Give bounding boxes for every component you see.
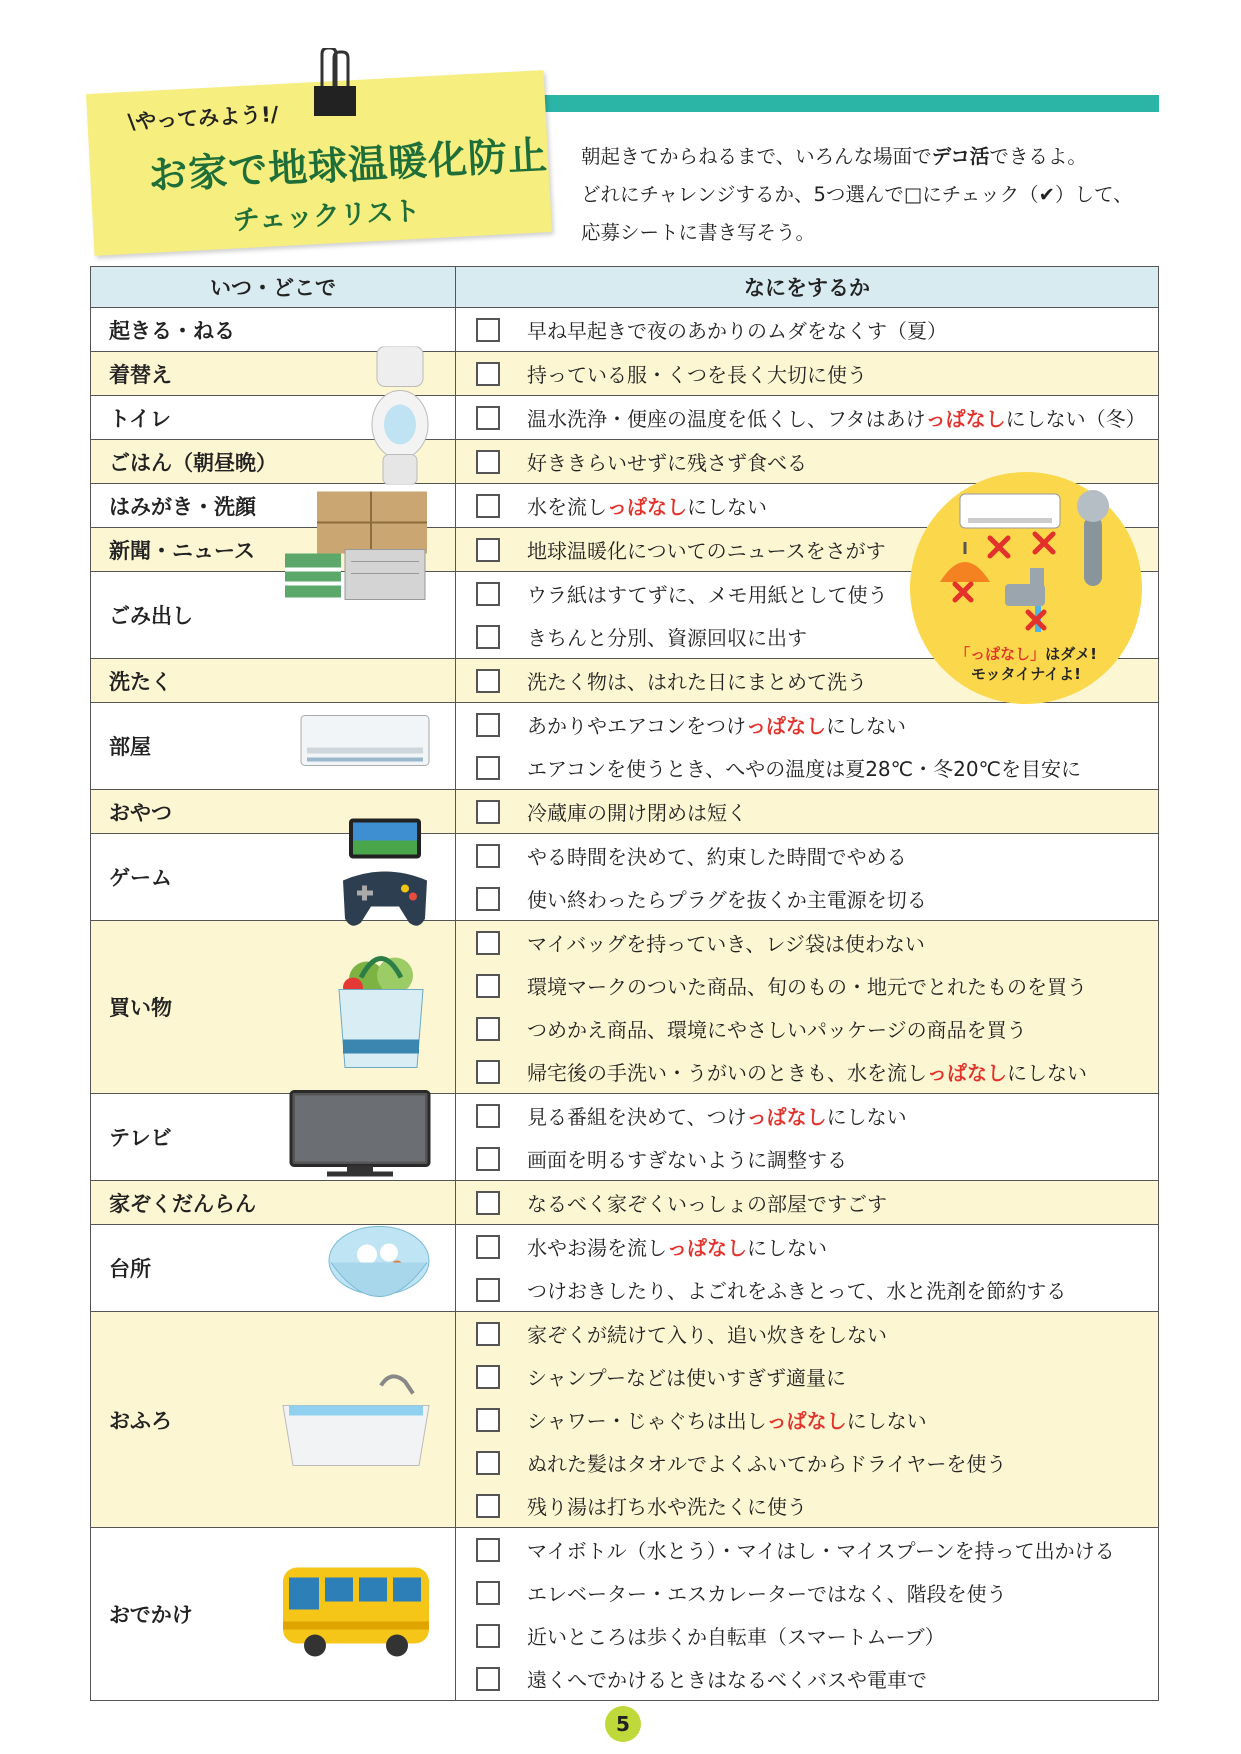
checklist-item bbox=[456, 834, 1158, 877]
page-title: お家で地球温暖化防止 bbox=[147, 133, 550, 199]
item-checkbox[interactable] bbox=[476, 538, 500, 562]
wasteful-warning-callout bbox=[910, 472, 1142, 704]
item-checkbox[interactable] bbox=[476, 1624, 500, 1648]
table-row bbox=[91, 1181, 1159, 1225]
item-checkbox[interactable] bbox=[476, 1408, 500, 1432]
item-checkbox[interactable] bbox=[476, 582, 500, 606]
checklist-item bbox=[456, 1441, 1158, 1484]
item-text: 環境マークのついた商品、旬のもの・地元でとれたものを買う bbox=[527, 975, 1087, 999]
table-row bbox=[91, 396, 1159, 440]
item-text: 残り湯は打ち水や洗たくに使う bbox=[527, 1495, 807, 1519]
row-label: おでかけ bbox=[109, 1603, 193, 1627]
table-row bbox=[91, 352, 1159, 396]
table-row bbox=[91, 1225, 1159, 1312]
item-checkbox[interactable] bbox=[476, 1017, 500, 1041]
item-text: やる時間を決めて、約束した時間でやめる bbox=[527, 845, 907, 869]
page-number: 5 bbox=[605, 1706, 641, 1742]
table-row bbox=[91, 834, 1159, 921]
item-text: つけおきしたり、よごれをふきとって、水と洗剤を節約する bbox=[527, 1279, 1067, 1303]
action-cell bbox=[456, 1094, 1159, 1181]
item-text: 地球温暖化についてのニュースをさがす bbox=[527, 539, 886, 563]
action-cell bbox=[456, 1312, 1159, 1528]
item-checkbox[interactable] bbox=[476, 669, 500, 693]
item-text: マイボトル（水とう）・マイはし・マイスプーンを持って出かける bbox=[527, 1539, 1115, 1563]
checklist-item bbox=[456, 1007, 1158, 1050]
washing-bowl-illustration-icon bbox=[327, 1221, 431, 1316]
checklist-item bbox=[456, 1312, 1158, 1355]
item-text: 水やお湯を流しっぱなしにしない bbox=[527, 1236, 827, 1260]
binder-clip-icon bbox=[312, 48, 358, 120]
item-text: 家ぞくが続けて入り、追い炊きをしない bbox=[527, 1323, 887, 1347]
action-cell bbox=[456, 1528, 1159, 1701]
page-subtitle: チェックリスト bbox=[232, 195, 422, 237]
intro-line: どれにチャレンジするか、5つ選んで□にチェック（✔）して、 bbox=[581, 183, 1133, 206]
item-text: 近いところは歩くか自転車（スマートムーブ） bbox=[527, 1625, 945, 1649]
intro-line: 朝起きてからねるまで、いろんな場面でデコ活できるよ。 bbox=[581, 145, 1087, 168]
checklist-item bbox=[456, 746, 1158, 789]
row-label: 家ぞくだんらん bbox=[109, 1191, 256, 1216]
item-text: 持っている服・くつを長く大切に使う bbox=[527, 363, 867, 387]
item-text: シャワー・じゃぐちは出しっぱなしにしない bbox=[527, 1409, 927, 1433]
row-label-cell bbox=[91, 1181, 456, 1225]
checklist-item bbox=[456, 1528, 1158, 1571]
item-text: 遠くへでかけるときはなるべくバスや電車で bbox=[527, 1668, 927, 1692]
item-text: ウラ紙はすてずに、メモ用紙として使う bbox=[527, 583, 888, 607]
item-checkbox[interactable] bbox=[476, 844, 500, 868]
row-label: 台所 bbox=[109, 1257, 151, 1281]
item-text: 水を流しっぱなしにしない bbox=[527, 495, 767, 519]
item-checkbox[interactable] bbox=[476, 1235, 500, 1259]
intro-line: 応募シートに書き写そう。 bbox=[581, 221, 816, 244]
emphasis-text: っぱなし bbox=[607, 495, 687, 519]
item-text: きちんと分別、資源回収に出す bbox=[527, 626, 807, 650]
checklist-item bbox=[456, 1050, 1158, 1093]
bathtub-illustration-icon bbox=[281, 1365, 431, 1474]
action-cell bbox=[456, 1225, 1159, 1312]
emphasis-text: っぱなし bbox=[746, 714, 826, 738]
checklist-item bbox=[456, 396, 1158, 439]
emphasis-text: っぱなし bbox=[667, 1236, 747, 1260]
row-label: おやつ bbox=[109, 800, 172, 825]
item-text: マイバッグを持っていき、レジ袋は使わない bbox=[527, 932, 925, 956]
checklist-item bbox=[456, 1484, 1158, 1527]
table-row bbox=[91, 1094, 1159, 1181]
item-text: 温水洗浄・便座の温度を低くし、フタはあけっぱなしにしない（冬） bbox=[527, 407, 1146, 431]
item-checkbox[interactable] bbox=[476, 1278, 500, 1302]
row-label: 起きる・ねる bbox=[109, 318, 235, 343]
item-text: 画面を明るすぎないように調整する bbox=[527, 1148, 847, 1172]
item-checkbox[interactable] bbox=[476, 494, 500, 518]
item-checkbox[interactable] bbox=[476, 887, 500, 911]
appliances-illustration-icon bbox=[910, 472, 1142, 642]
action-cell bbox=[456, 396, 1159, 440]
game-controller-illustration-icon bbox=[339, 819, 431, 936]
item-checkbox[interactable] bbox=[476, 1667, 500, 1691]
item-checkbox[interactable] bbox=[476, 1191, 500, 1215]
action-cell bbox=[456, 921, 1159, 1094]
item-checkbox[interactable] bbox=[476, 1322, 500, 1346]
item-checkbox[interactable] bbox=[476, 1494, 500, 1518]
item-checkbox[interactable] bbox=[476, 1104, 500, 1128]
action-cell bbox=[456, 352, 1159, 396]
item-checkbox[interactable] bbox=[476, 1060, 500, 1084]
item-checkbox[interactable] bbox=[476, 931, 500, 955]
item-checkbox[interactable] bbox=[476, 974, 500, 998]
item-text: 使い終わったらプラグを抜くか主電源を切る bbox=[527, 888, 927, 912]
action-cell bbox=[456, 790, 1159, 834]
item-text: 見る番組を決めて、つけっぱなしにしない bbox=[527, 1105, 907, 1129]
checklist-item bbox=[456, 877, 1158, 920]
item-checkbox[interactable] bbox=[476, 450, 500, 474]
row-label: テレビ bbox=[109, 1126, 172, 1150]
emphasis-text: っぱなし bbox=[746, 1105, 827, 1129]
checklist-item bbox=[456, 1268, 1158, 1311]
item-text: 洗たく物は、はれた日にまとめて洗う bbox=[527, 670, 867, 694]
newspaper-boxes-illustration-icon bbox=[281, 487, 431, 612]
table-row bbox=[91, 1528, 1159, 1701]
row-label-cell bbox=[91, 834, 456, 921]
item-text: つめかえ商品、環境にやさしいパッケージの商品を買う bbox=[527, 1018, 1027, 1042]
item-checkbox[interactable] bbox=[476, 1581, 500, 1605]
item-text: 帰宅後の手洗い・うがいのときも、水を流しっぱなしにしない bbox=[527, 1061, 1087, 1085]
action-cell bbox=[456, 703, 1159, 790]
row-label: 洗たく bbox=[109, 669, 172, 694]
checklist-item bbox=[456, 921, 1158, 964]
checklist-item bbox=[456, 1181, 1158, 1224]
item-text: 早ね早起きで夜のあかりのムダをなくす（夏） bbox=[527, 319, 947, 343]
table-row bbox=[91, 308, 1159, 352]
action-cell bbox=[456, 1181, 1159, 1225]
row-label-cell bbox=[91, 659, 456, 703]
row-label-cell bbox=[91, 1094, 456, 1181]
item-checkbox[interactable] bbox=[476, 318, 500, 342]
row-label-cell bbox=[91, 703, 456, 790]
row-label-cell bbox=[91, 308, 456, 352]
checklist-item bbox=[456, 1225, 1158, 1268]
row-label-cell bbox=[91, 1528, 456, 1701]
row-label-cell bbox=[91, 396, 456, 440]
item-text: ぬれた髪はタオルでよくふいてからドライヤーを使う bbox=[527, 1452, 1007, 1476]
row-label: 新聞・ニュース bbox=[109, 538, 255, 563]
item-text: エアコンを使うとき、へやの温度は夏28℃・冬20℃を目安に bbox=[527, 757, 1082, 781]
bus-illustration-icon bbox=[281, 1564, 431, 1665]
row-label: トイレ bbox=[109, 406, 171, 431]
item-checkbox[interactable] bbox=[476, 625, 500, 649]
table-row bbox=[91, 1312, 1159, 1528]
item-text: 冷蔵庫の開け閉めは短く bbox=[527, 801, 747, 825]
callout-caption: 「っぱなし」はダメ! モッタイナイよ! bbox=[955, 645, 1097, 683]
item-text: なるべく家ぞくいっしょの部屋ですごす bbox=[527, 1192, 887, 1216]
toilet-illustration-icon bbox=[369, 346, 431, 489]
item-checkbox[interactable] bbox=[476, 362, 500, 386]
checklist-item bbox=[456, 1571, 1158, 1614]
checklist-item bbox=[456, 703, 1158, 746]
item-text: 好ききらいせずに残さず食べる bbox=[527, 451, 807, 475]
television-illustration-icon bbox=[289, 1090, 431, 1185]
item-checkbox[interactable] bbox=[476, 1147, 500, 1171]
emphasis-text: っぱなし bbox=[927, 1061, 1007, 1085]
row-label-cell bbox=[91, 1312, 456, 1528]
checklist-item bbox=[456, 1398, 1158, 1441]
shopping-bag-illustration-icon bbox=[331, 940, 431, 1075]
emphasis-text: っぱなし bbox=[925, 407, 1006, 431]
item-checkbox[interactable] bbox=[476, 713, 500, 737]
row-label: はみがき・洗顔 bbox=[109, 494, 256, 519]
row-label-cell bbox=[91, 921, 456, 1094]
checklist-item bbox=[456, 1355, 1158, 1398]
column-header-when: いつ・どこで bbox=[91, 267, 456, 308]
table-row bbox=[91, 790, 1159, 834]
item-checkbox[interactable] bbox=[476, 800, 500, 824]
checklist-item bbox=[456, 352, 1158, 395]
item-text: あかりやエアコンをつけっぱなしにしない bbox=[527, 714, 906, 738]
checklist-item bbox=[456, 1137, 1158, 1180]
checklist-item bbox=[456, 308, 1158, 351]
item-text: シャンプーなどは使いすぎず適量に bbox=[527, 1366, 846, 1390]
column-header-what: なにをするか bbox=[456, 267, 1159, 308]
checklist-item bbox=[456, 1094, 1158, 1137]
emphasis-text: っぱなし bbox=[766, 1409, 847, 1433]
row-label: 買い物 bbox=[109, 996, 172, 1020]
row-label: ごみ出し bbox=[109, 604, 193, 628]
row-label-cell bbox=[91, 1225, 456, 1312]
action-cell bbox=[456, 308, 1159, 352]
air-conditioner-illustration-icon bbox=[299, 714, 431, 779]
checklist-item bbox=[456, 964, 1158, 1007]
item-checkbox[interactable] bbox=[476, 1451, 500, 1475]
item-checkbox[interactable] bbox=[476, 1365, 500, 1389]
checklist-item bbox=[456, 790, 1158, 833]
item-text: エレベーター・エスカレーターではなく、階段を使う bbox=[527, 1582, 1007, 1606]
row-label-cell bbox=[91, 528, 456, 572]
item-checkbox[interactable] bbox=[476, 406, 500, 430]
intro-text bbox=[581, 138, 1161, 252]
row-label: おふろ bbox=[109, 1408, 172, 1433]
row-label: 部屋 bbox=[109, 735, 151, 759]
action-cell bbox=[456, 834, 1159, 921]
table-row bbox=[91, 703, 1159, 790]
checklist-item bbox=[456, 1657, 1158, 1700]
item-checkbox[interactable] bbox=[476, 756, 500, 780]
row-label: 着替え bbox=[109, 362, 172, 387]
row-label: ゲーム bbox=[109, 866, 172, 890]
item-checkbox[interactable] bbox=[476, 1538, 500, 1562]
table-row bbox=[91, 921, 1159, 1094]
pre-title: \やってみよう!/ bbox=[126, 102, 279, 134]
row-label: ごはん（朝昼晩） bbox=[109, 450, 277, 475]
checklist-item bbox=[456, 1614, 1158, 1657]
